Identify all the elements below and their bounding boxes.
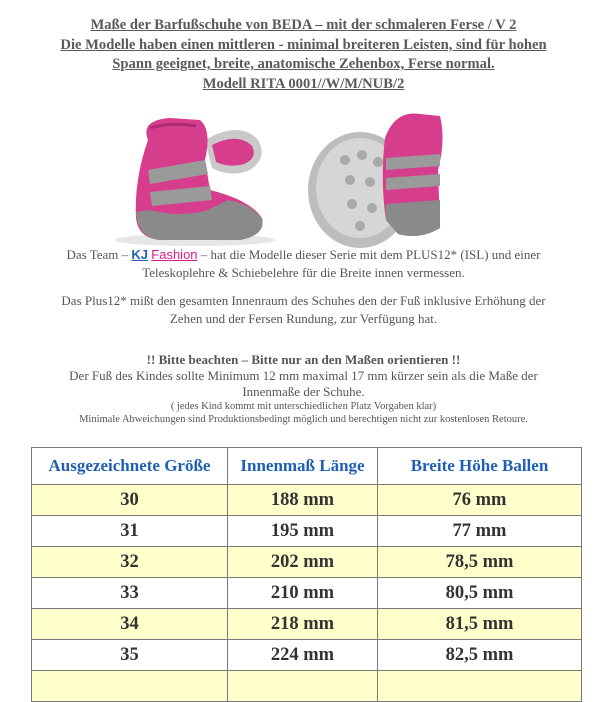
- cell-size: [32, 671, 228, 702]
- cell-width: 78,5 mm: [378, 547, 582, 578]
- note-small-2: Minimale Abweichungen sind Produktionsbedingt möglich und berechtigen nicht zur kostenlosen Retoure.: [79, 414, 528, 425]
- page-heading: [0, 16, 607, 94]
- intro-suffix: – hat die Modelle dieser Serie mit dem PLUS12* (ISL) und einer: [197, 247, 541, 262]
- shoe-photos-svg: [0, 100, 607, 248]
- header-length: Innenmaß Länge: [228, 448, 378, 485]
- heading-line-2: Die Modelle haben einen mittleren - minimal breiteren Leisten, sind für hohen: [60, 36, 547, 53]
- table-header-row: [32, 448, 582, 485]
- cell-length: 188 mm: [228, 485, 378, 516]
- heading-line-4: Modell RITA 0001//W/M/NUB/2: [202, 75, 405, 92]
- cell-length: 210 mm: [228, 578, 378, 609]
- cell-width: [378, 671, 582, 702]
- cell-length: 218 mm: [228, 609, 378, 640]
- table-row: [32, 671, 582, 702]
- cell-length: 202 mm: [228, 547, 378, 578]
- cell-length: [228, 671, 378, 702]
- note-line-1: Der Fuß des Kindes sollte Minimum 12 mm maximal 17 mm kürzer sein als die Maße der: [69, 368, 538, 383]
- cell-size: 34: [32, 609, 228, 640]
- table-row: [32, 640, 582, 671]
- table-row: [32, 609, 582, 640]
- cell-length: 195 mm: [228, 516, 378, 547]
- table-row: [32, 516, 582, 547]
- header-size: Ausgezeichnete Größe: [32, 448, 228, 485]
- intro-text: [10, 246, 597, 328]
- product-photos: [0, 100, 607, 248]
- cell-width: 76 mm: [378, 485, 582, 516]
- fit-note: [10, 352, 597, 426]
- plus12-line-1: Das Plus12* mißt den gesamten Innenraum des Schuhes den der Fuß inklusive Erhöhung der: [61, 293, 546, 308]
- heading-line-3: Spann geeignet, breite, anatomische Zehenbox, Ferse normal.: [112, 56, 495, 72]
- shoe-side-view-image: [115, 118, 275, 246]
- shoe-sole-view-image: [308, 114, 443, 249]
- intro-line-2: Teleskoplehre & Schiebelehre für die Breite innen vermessen.: [142, 265, 465, 280]
- table-row: [32, 547, 582, 578]
- size-table: [31, 447, 582, 702]
- cell-length: 224 mm: [228, 640, 378, 671]
- cell-width: 80,5 mm: [378, 578, 582, 609]
- note-small-1: ( jedes Kind kommt mit unterschiedlichen Platz Vorgaben klar): [170, 401, 437, 412]
- warning-text: !! Bitte beachten – Bitte nur an den Maßen orientieren !!: [146, 352, 461, 367]
- cell-size: 33: [32, 578, 228, 609]
- intro-spacer: [10, 282, 597, 292]
- intro-prefix: Das Team –: [66, 247, 132, 262]
- brand-kj-link[interactable]: KJ: [131, 247, 149, 262]
- heading-line-1: Maße der Barfußschuhe von BEDA – mit der schmaleren Ferse / V 2: [90, 17, 517, 33]
- intro-paragraph-1: [10, 246, 597, 264]
- cell-width: 82,5 mm: [378, 640, 582, 671]
- brand-fashion-link[interactable]: Fashion: [151, 247, 198, 262]
- cell-size: 31: [32, 516, 228, 547]
- note-line-2: Innenmaße der Schuhe.: [242, 384, 365, 399]
- plus12-line-2: Zehen und der Fersen Rundung, zur Verfügung hat.: [169, 311, 438, 326]
- cell-width: 81,5 mm: [378, 609, 582, 640]
- table-row: [32, 578, 582, 609]
- cell-width: 77 mm: [378, 516, 582, 547]
- table-row: [32, 485, 582, 516]
- header-width: Breite Höhe Ballen: [378, 448, 582, 485]
- cell-size: 30: [32, 485, 228, 516]
- cell-size: 35: [32, 640, 228, 671]
- cell-size: 32: [32, 547, 228, 578]
